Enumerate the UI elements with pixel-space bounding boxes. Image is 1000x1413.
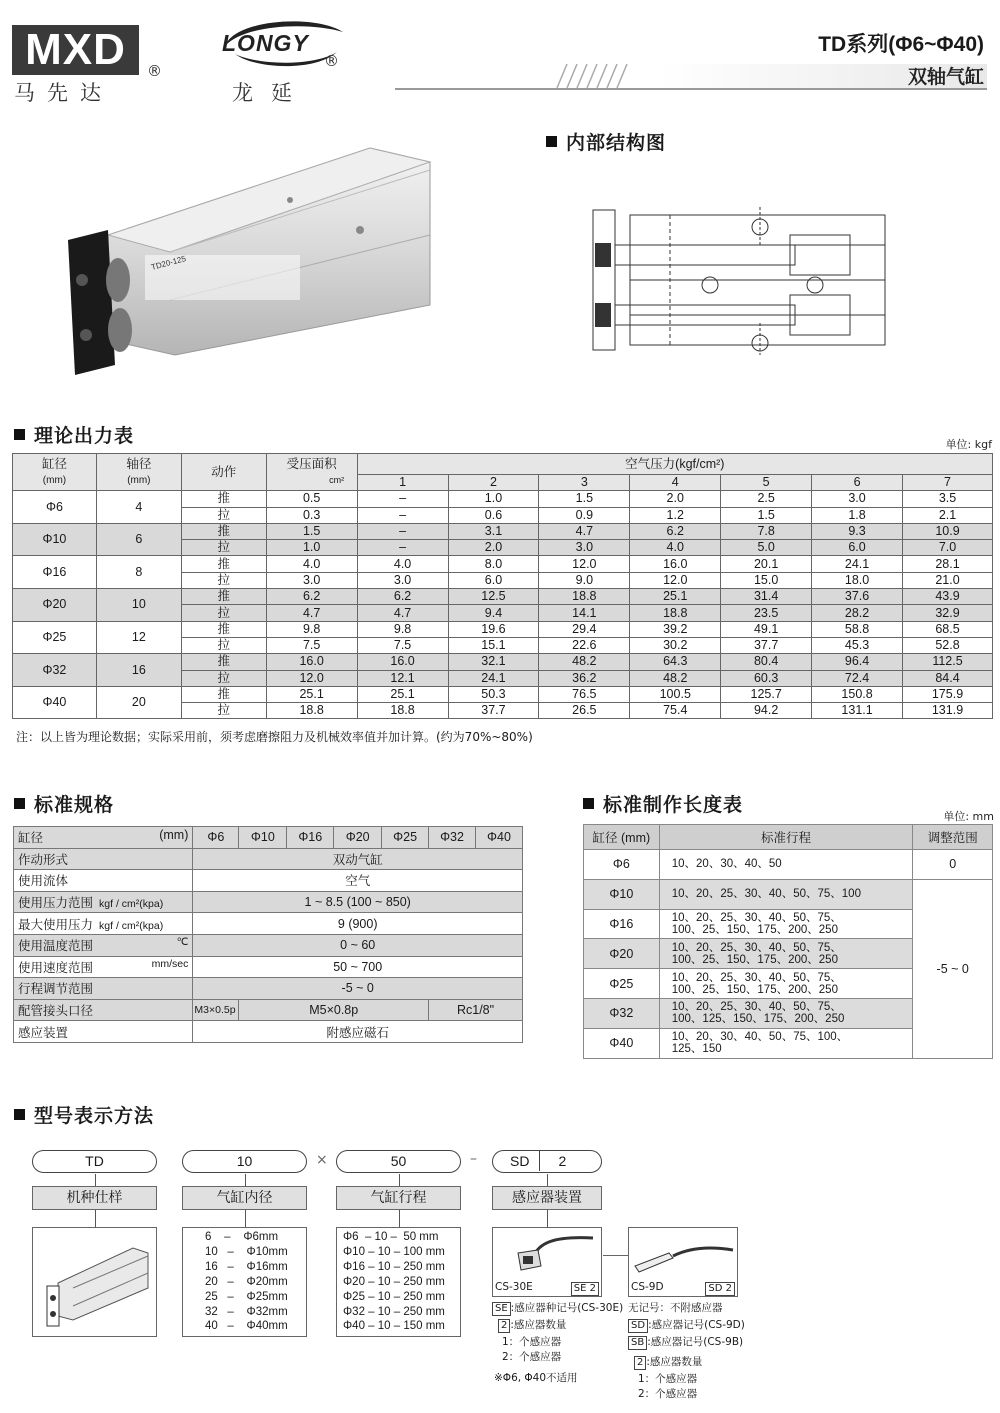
longy-logo-text: LONGY — [222, 30, 309, 56]
cylinder-photo — [60, 140, 440, 380]
force-value: 3.0 — [266, 572, 357, 588]
force-value: 15.1 — [448, 637, 539, 653]
len-stroke: 10、20、25、30、40、50、75、 100、25、150、175、200、250 — [659, 969, 913, 999]
force-value: – — [357, 507, 448, 523]
force-value: 12.0 — [266, 670, 357, 686]
small-cylinder-icon — [33, 1228, 156, 1336]
force-row — [13, 491, 993, 507]
force-value: – — [357, 491, 448, 507]
force-value: 12.5 — [448, 589, 539, 605]
force-action: 推 — [181, 523, 266, 539]
force-value: 19.6 — [448, 621, 539, 637]
force-value: 175.9 — [903, 686, 993, 702]
force-value: 2.0 — [448, 540, 539, 556]
spec-port-rc: Rc1/8" — [429, 999, 523, 1021]
force-rod: 6 — [96, 523, 181, 556]
force-value: 24.1 — [448, 670, 539, 686]
spec-value: 9 (900) — [193, 913, 523, 935]
force-value: 68.5 — [903, 621, 993, 637]
force-value: 2.0 — [630, 491, 721, 507]
force-value: 37.6 — [812, 589, 903, 605]
stroke-list: Φ6 – 10 – 50 mm Φ10 – 10 – 100 mm Φ16 – 10 – 250 mm Φ20 – 10 – 250 mm Φ25 – 10 – 250 mm Φ32 – 10 – 250 mm Φ40 – 10 – 150 mm — [343, 1231, 445, 1333]
spec-key: 行程调节范围 — [14, 978, 193, 1000]
force-value: 28.1 — [903, 556, 993, 572]
force-row — [13, 523, 993, 539]
force-value: 7.8 — [721, 523, 812, 539]
len-adj-rest: -5 ~ 0 — [913, 879, 993, 1058]
spec-bore-col: Φ20 — [334, 827, 382, 849]
force-rod: 10 — [96, 589, 181, 622]
sensor-two: 2：个感应器 — [502, 1351, 562, 1363]
force-value: 26.5 — [539, 703, 630, 719]
force-value: 80.4 — [721, 654, 812, 670]
force-value: 7.5 — [266, 637, 357, 653]
len-bore: Φ25 — [584, 969, 660, 999]
spec-value: -5 ~ 0 — [193, 978, 523, 1000]
spec-bore-col: Φ40 — [475, 827, 522, 849]
force-value: 9.8 — [266, 621, 357, 637]
force-value: 37.7 — [448, 703, 539, 719]
force-value: 2.1 — [903, 507, 993, 523]
force-value: 48.2 — [630, 670, 721, 686]
force-row — [13, 654, 993, 670]
len-col-stroke: 标准行程 — [659, 825, 913, 850]
header-rule — [395, 88, 987, 90]
force-value: 9.4 — [448, 605, 539, 621]
force-action: 推 — [181, 491, 266, 507]
model-code-sensor: SD 2 — [492, 1150, 602, 1173]
force-value: 3.0 — [539, 540, 630, 556]
series-subtitle: 双轴气缸 — [907, 66, 984, 88]
spec-value: 双动气缸 — [193, 848, 523, 870]
force-value: 43.9 — [903, 589, 993, 605]
force-value: 39.2 — [630, 621, 721, 637]
cs30e-sensor-icon — [493, 1228, 601, 1280]
spec-key: 作动形式 — [14, 848, 193, 870]
force-value: 1.5 — [266, 523, 357, 539]
longy-logo-subtitle: 龙延 — [232, 81, 310, 105]
force-value: 18.8 — [357, 703, 448, 719]
force-value: 18.8 — [539, 589, 630, 605]
series-title: TD系列(Φ6~Φ40) — [818, 33, 984, 56]
force-value: 0.6 — [448, 507, 539, 523]
spec-bore-col: Φ10 — [239, 827, 287, 849]
force-action: 推 — [181, 621, 266, 637]
spec-bore-col: Φ16 — [287, 827, 334, 849]
spec-sensor-value: 附感应磁石 — [193, 1021, 523, 1043]
len-bore: Φ6 — [584, 850, 660, 880]
force-action: 拉 — [181, 637, 266, 653]
spec-sensor-label: 感应装置 — [14, 1021, 193, 1043]
force-rod: 12 — [96, 621, 181, 654]
len-bore: Φ16 — [584, 909, 660, 939]
stroke-list-box — [336, 1227, 461, 1337]
len-stroke: 10、20、25、30、40、50、75、 100、25、150、175、200、250 — [659, 939, 913, 969]
force-action: 拉 — [181, 572, 266, 588]
spec-key: 使用压力范围 kgf / cm²(kpa) — [14, 891, 193, 913]
spec-bore-col: Φ25 — [382, 827, 429, 849]
force-bore: Φ6 — [13, 491, 97, 524]
force-action: 推 — [181, 589, 266, 605]
force-action: 拉 — [181, 540, 266, 556]
force-value: 150.8 — [812, 686, 903, 702]
mxd-logo: MXD — [12, 25, 139, 75]
force-value: 1.5 — [721, 507, 812, 523]
force-rod: 8 — [96, 556, 181, 589]
force-row — [13, 686, 993, 702]
force-value: 131.1 — [812, 703, 903, 719]
spec-port-m5: M5×0.8p — [239, 999, 429, 1021]
pressure-col-7: 7 — [903, 475, 993, 491]
force-value: 28.2 — [812, 605, 903, 621]
spec-key: 使用温度范围 ℃ — [14, 934, 193, 956]
pressure-col-6: 6 — [812, 475, 903, 491]
len-adj-first: 0 — [913, 850, 993, 880]
model-code-series: TD — [32, 1150, 157, 1173]
sensor-legend-se: SE :感应器种记号(CS-30E) — [492, 1301, 623, 1316]
spec-port-label: 配管接头口径 — [14, 999, 193, 1021]
len-stroke: 10、20、30、40、50 — [659, 850, 913, 880]
bore-list: 6 – Φ6mm 10 – Φ10mm 16 – Φ16mm 20 – Φ20mm 25 – Φ25mm 32 – Φ32mm 40 – Φ40mm — [205, 1231, 288, 1333]
pressure-col-5: 5 — [721, 475, 812, 491]
len-col-adj: 调整范围 — [913, 825, 993, 850]
force-value: 1.8 — [812, 507, 903, 523]
spec-key: 使用流体 — [14, 870, 193, 892]
force-row — [13, 621, 993, 637]
cs9d-label: CS-9D — [631, 1281, 664, 1293]
spec-value: 50 ~ 700 — [193, 956, 523, 978]
force-action: 拉 — [181, 605, 266, 621]
col-action: 动作 — [181, 454, 266, 491]
force-value: 24.1 — [812, 556, 903, 572]
force-value: 37.7 — [721, 637, 812, 653]
length-table-unit: 单位: mm — [943, 810, 994, 823]
force-value: 8.0 — [448, 556, 539, 572]
len-stroke: 10、20、25、30、40、50、75、100 — [659, 879, 913, 909]
force-value: 14.1 — [539, 605, 630, 621]
force-value: 45.3 — [812, 637, 903, 653]
force-value: 48.2 — [539, 654, 630, 670]
force-value: 6.2 — [266, 589, 357, 605]
force-value: 32.9 — [903, 605, 993, 621]
len-bore: Φ10 — [584, 879, 660, 909]
series-illustration-box — [32, 1227, 157, 1337]
force-value: 96.4 — [812, 654, 903, 670]
force-value: 16.0 — [630, 556, 721, 572]
force-bore: Φ40 — [13, 686, 97, 719]
force-row — [13, 589, 993, 605]
pressure-col-1: 1 — [357, 475, 448, 491]
force-value: 4.7 — [266, 605, 357, 621]
spec-bore-col: Φ32 — [429, 827, 476, 849]
mxd-logo-subtitle: 马先达 — [14, 81, 113, 105]
force-value: 1.5 — [539, 491, 630, 507]
force-value: 15.0 — [721, 572, 812, 588]
len-col-bore: 缸径 (mm) — [584, 825, 660, 850]
force-value: 6.2 — [357, 589, 448, 605]
len-stroke: 10、20、25、30、40、50、75、 100、125、150、175、200、250 — [659, 998, 913, 1028]
force-action: 推 — [181, 654, 266, 670]
force-value: 3.0 — [357, 572, 448, 588]
spec-table-title: 标准规格 — [14, 790, 114, 817]
force-value: 125.7 — [721, 686, 812, 702]
force-bore: Φ16 — [13, 556, 97, 589]
force-value: 6.2 — [630, 523, 721, 539]
model-times: × — [316, 1152, 328, 1168]
force-value: 31.4 — [721, 589, 812, 605]
col-pressure: 空气压力(kgf/cm²) — [357, 454, 992, 475]
spec-value: 1 ~ 8.5 (100 ~ 850) — [193, 891, 523, 913]
force-table — [12, 453, 993, 719]
force-action: 拉 — [181, 670, 266, 686]
force-value: 52.8 — [903, 637, 993, 653]
pressure-col-4: 4 — [630, 475, 721, 491]
force-value: 3.5 — [903, 491, 993, 507]
len-bore: Φ20 — [584, 939, 660, 969]
bore-list-box — [182, 1227, 307, 1337]
force-rod: 20 — [96, 686, 181, 719]
force-value: 60.3 — [721, 670, 812, 686]
spec-table — [13, 826, 523, 1043]
model-title: 型号表示方法 — [14, 1101, 154, 1128]
label-stroke: 气缸行程 — [336, 1186, 461, 1210]
spec-value: 0 ~ 60 — [193, 934, 523, 956]
force-value: 75.4 — [630, 703, 721, 719]
force-value: 20.1 — [721, 556, 812, 572]
cs30e-label: CS-30E — [495, 1281, 533, 1293]
force-value: 84.4 — [903, 670, 993, 686]
sensor-one: 1：个感应器 — [502, 1336, 562, 1348]
col-area: 受压面积 cm² — [266, 454, 357, 491]
sensor-right-two: 2：个感应器 — [638, 1388, 698, 1400]
force-value: 16.0 — [357, 654, 448, 670]
cylinder-model-label: TD20-125 — [150, 254, 187, 272]
force-value: 112.5 — [903, 654, 993, 670]
force-value: 4.7 — [539, 523, 630, 539]
spec-value: 空气 — [193, 870, 523, 892]
sensor-legend-count: 2 :感应器数量 — [498, 1318, 566, 1333]
force-value: – — [357, 523, 448, 539]
spec-key: 最大使用压力 kgf / cm²(kpa) — [14, 913, 193, 935]
force-value: 25.1 — [630, 589, 721, 605]
force-value: 7.0 — [903, 540, 993, 556]
force-value: 0.3 — [266, 507, 357, 523]
force-value: 6.0 — [448, 572, 539, 588]
header-hatch-decoration — [555, 64, 645, 88]
internal-structure-diagram — [590, 205, 890, 355]
len-stroke: 10、20、30、40、50、75、100、 125、150 — [659, 1028, 913, 1058]
registered-mark: ® — [147, 62, 162, 80]
internal-structure-title: 内部结构图 — [546, 128, 666, 155]
col-bore: 缸径 (mm) — [13, 454, 97, 491]
force-rod: 16 — [96, 654, 181, 687]
force-value: 76.5 — [539, 686, 630, 702]
force-action: 拉 — [181, 703, 266, 719]
force-value: 4.0 — [266, 556, 357, 572]
force-value: 0.9 — [539, 507, 630, 523]
force-value: 32.1 — [448, 654, 539, 670]
force-value: 1.2 — [630, 507, 721, 523]
spec-port-m3: M3×0.5p — [193, 999, 239, 1021]
label-sensor: 感应器装置 — [492, 1186, 602, 1210]
force-value: 94.2 — [721, 703, 812, 719]
force-value: 16.0 — [266, 654, 357, 670]
length-table-title: 标准制作长度表 — [583, 790, 743, 817]
force-value: 10.9 — [903, 523, 993, 539]
model-dash: – — [470, 1151, 477, 1167]
cs9d-tag: SD 2 — [705, 1282, 735, 1296]
force-value: 0.5 — [266, 491, 357, 507]
sensor-right-one: 1：个感应器 — [638, 1373, 698, 1385]
sensor-legend-sd: SD :感应器记号(CS-9D) — [628, 1318, 745, 1333]
spec-bore-label: 缸径 (mm) — [14, 827, 193, 849]
force-value: 6.0 — [812, 540, 903, 556]
cs9d-sensor-icon — [629, 1228, 737, 1280]
force-value: 21.0 — [903, 572, 993, 588]
spec-bore-col: Φ6 — [193, 827, 239, 849]
len-stroke: 10、20、25、30、40、50、75、 100、25、150、175、200、250 — [659, 909, 913, 939]
len-bore: Φ32 — [584, 998, 660, 1028]
force-value: 12.1 — [357, 670, 448, 686]
force-value: 22.6 — [539, 637, 630, 653]
force-value: 72.4 — [812, 670, 903, 686]
registered-mark-2: ® — [324, 52, 339, 70]
force-value: 29.4 — [539, 621, 630, 637]
force-value: – — [357, 540, 448, 556]
force-bore: Φ20 — [13, 589, 97, 622]
force-value: 2.5 — [721, 491, 812, 507]
force-value: 100.5 — [630, 686, 721, 702]
cs30e-tag: SE 2 — [571, 1282, 599, 1296]
force-value: 4.7 — [357, 605, 448, 621]
sensor-legend-none: 无记号：不附感应器 — [628, 1302, 723, 1314]
sensor-note: ※Φ6, Φ40不适用 — [494, 1372, 578, 1384]
label-series: 机种仕样 — [32, 1186, 157, 1210]
force-value: 4.0 — [630, 540, 721, 556]
force-bore: Φ32 — [13, 654, 97, 687]
spec-key: 使用速度范围 mm/sec — [14, 956, 193, 978]
force-value: 64.3 — [630, 654, 721, 670]
force-value: 58.8 — [812, 621, 903, 637]
length-table — [583, 824, 993, 1059]
model-code-stroke: 50 — [336, 1150, 461, 1173]
force-table-unit: 单位: kgf — [945, 438, 992, 451]
force-action: 拉 — [181, 507, 266, 523]
force-value: 5.0 — [721, 540, 812, 556]
force-value: 9.8 — [357, 621, 448, 637]
cs30e-box — [492, 1227, 602, 1297]
force-bore: Φ25 — [13, 621, 97, 654]
force-table-title: 理论出力表 — [14, 421, 134, 448]
force-value: 12.0 — [630, 572, 721, 588]
force-value: 18.0 — [812, 572, 903, 588]
col-rod: 轴径 (mm) — [96, 454, 181, 491]
force-value: 131.9 — [903, 703, 993, 719]
force-value: 25.1 — [357, 686, 448, 702]
sensor-legend-sb: SB :感应器记号(CS-9B) — [628, 1335, 743, 1350]
cs9d-box — [628, 1227, 738, 1297]
force-note: 注：以上皆为理论数据；实际采用前，须考虑磨擦阻力及机械效率值并加计算。(约为70%~80%) — [16, 730, 533, 744]
force-action: 推 — [181, 686, 266, 702]
force-value: 4.0 — [357, 556, 448, 572]
model-code-bore: 10 — [182, 1150, 307, 1173]
force-value: 25.1 — [266, 686, 357, 702]
len-bore: Φ40 — [584, 1028, 660, 1058]
force-value: 9.3 — [812, 523, 903, 539]
force-rod: 4 — [96, 491, 181, 524]
force-value: 23.5 — [721, 605, 812, 621]
force-value: 36.2 — [539, 670, 630, 686]
pressure-col-2: 2 — [448, 475, 539, 491]
force-value: 3.0 — [812, 491, 903, 507]
force-row — [13, 556, 993, 572]
force-value: 3.1 — [448, 523, 539, 539]
force-value: 49.1 — [721, 621, 812, 637]
force-bore: Φ10 — [13, 523, 97, 556]
force-value: 50.3 — [448, 686, 539, 702]
pressure-col-3: 3 — [539, 475, 630, 491]
force-value: 9.0 — [539, 572, 630, 588]
force-value: 30.2 — [630, 637, 721, 653]
force-value: 18.8 — [630, 605, 721, 621]
force-value: 1.0 — [448, 491, 539, 507]
force-action: 推 — [181, 556, 266, 572]
force-value: 18.8 — [266, 703, 357, 719]
label-bore: 气缸内径 — [182, 1186, 307, 1210]
sensor-legend-count-right: 2 :感应器数量 — [634, 1355, 702, 1370]
force-value: 12.0 — [539, 556, 630, 572]
force-value: 7.5 — [357, 637, 448, 653]
force-value: 1.0 — [266, 540, 357, 556]
